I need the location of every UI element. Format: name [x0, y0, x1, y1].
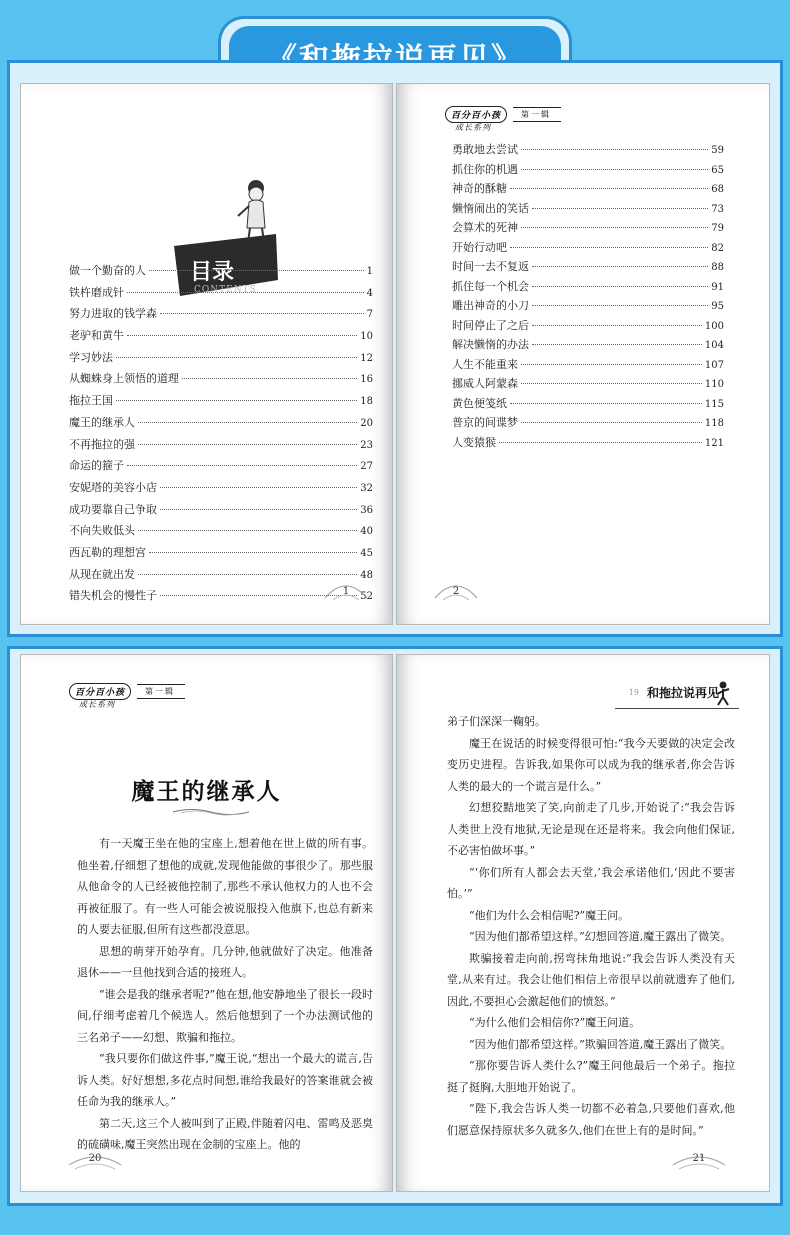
title-ornament	[171, 807, 251, 817]
toc-leader	[116, 357, 357, 358]
page-number: 21	[692, 1153, 706, 1164]
chapter-title: 魔王的继承人	[131, 779, 282, 805]
toc-item-page: 104	[704, 340, 724, 351]
paragraph: 思想的萌芽开始孕育。几分钟,他就做好了决定。他准备退休——一旦他找到合适的接班人。	[77, 944, 373, 979]
toc-item-title: 神奇的酥糖	[452, 182, 507, 195]
toc-item	[69, 457, 373, 479]
toc-item-title: 会算术的死神	[452, 221, 518, 234]
toc-item	[69, 305, 373, 327]
toc-item-page: 45	[360, 547, 373, 559]
toc-item-title: 努力进取的钱学森	[69, 307, 157, 321]
toc-item-title: 抓住每一个机会	[452, 279, 529, 293]
toc-item-title: 人变猿猴	[452, 435, 496, 449]
series-logo-sub: 成长系列	[79, 700, 115, 709]
toc-item	[69, 414, 373, 436]
toc-item-title: 从现在就出发	[69, 567, 135, 581]
toc-leader	[127, 335, 357, 336]
toc-item-page: 32	[360, 482, 373, 494]
paragraph: 魔王在说话的时候变得很可怕:“我今天要做的决定会改变历史进程。告诉我,如果你可以成为我的继承者,你会告诉人类的最大的一个谎言是什么。”	[447, 736, 735, 793]
toc-item-title: 命运的箍子	[69, 459, 124, 473]
toc-item-title: 错失机会的慢性子	[69, 589, 157, 603]
toc-item	[452, 278, 724, 298]
toc-item-page: 48	[360, 569, 373, 581]
series-logo-sub: 成长系列	[455, 123, 491, 132]
page-number: 20	[88, 1153, 102, 1164]
paragraph: 幻想狡黠地笑了笑,向前走了几步,开始说了:“我会告诉人类世上没有地狱,无论是现在还是将来。我会向他们保证,不必害怕做坏事。”	[447, 801, 735, 857]
toc-page-left	[20, 83, 393, 625]
toc-item	[452, 356, 724, 376]
paragraph: “因为他们都希望这样。”幻想回答道,魔王露出了微笑。	[469, 930, 732, 943]
running-head-rule	[615, 708, 739, 709]
toc-item-page: 91	[711, 281, 724, 293]
paragraph: 第二天,这三个人被叫到了正殿,伴随着闪电、雷鸣及恶臭的硫磺味,魔王突然出现在金制的宝座上。他的	[77, 1116, 373, 1151]
toc-leader	[510, 247, 708, 248]
toc-leader	[510, 403, 702, 404]
toc-item	[452, 317, 724, 337]
toc-leader	[116, 400, 357, 401]
toc-leader	[532, 266, 708, 267]
story-page	[396, 654, 770, 1192]
toc-item-page: 95	[711, 301, 724, 312]
toc-item-title: 挪威人阿蒙森	[452, 377, 518, 390]
paragraph: “‘你们所有人都会去天堂,’我会承诺他们,‘因此不要害怕。’”	[447, 865, 735, 900]
toc-leader	[127, 465, 357, 466]
toc-item-page: 40	[360, 526, 373, 538]
toc-item-title: 从蜘蛛身上领悟的道理	[69, 372, 179, 386]
toc-leader	[532, 305, 708, 306]
running-figure-icon	[715, 681, 731, 707]
toc-item	[452, 336, 724, 356]
toc-item-page: 100	[704, 320, 724, 332]
toc-item-page: 23	[360, 439, 373, 451]
toc-item	[452, 219, 724, 239]
toc-leader	[510, 188, 708, 189]
toc-leader	[521, 169, 708, 170]
page-number: 2	[452, 586, 460, 597]
toc-item-page: 36	[360, 504, 373, 516]
toc-item	[452, 258, 724, 278]
toc-item	[69, 262, 373, 284]
toc-leader	[521, 422, 702, 423]
toc-item-page: 4	[366, 287, 373, 299]
paragraph: “为什么他们会相信你?”魔王问道。	[469, 1016, 641, 1029]
toc-item-page: 79	[711, 223, 724, 234]
toc-leader	[521, 364, 702, 365]
toc-item-title: 时间一去不复返	[452, 260, 529, 273]
toc-item	[69, 436, 373, 458]
toc-item	[69, 501, 373, 523]
paragraph: 弟子们深深一鞠躬。	[447, 715, 546, 728]
toc-item-title: 铁杵磨成针	[69, 285, 124, 299]
toc-item-title: 学习妙法	[69, 350, 113, 364]
toc-item-page: 16	[360, 374, 373, 386]
toc-leader	[521, 149, 708, 150]
paragraph: “因为他们都希望这样。”欺骗回答道,魔王露出了微笑。	[469, 1037, 732, 1051]
toc-item-page: 107	[704, 359, 724, 371]
toc-item-title: 成功要靠自己争取	[69, 502, 157, 516]
paragraph: “谁会是我的继承者呢?”他在想,他安静地坐了很长一段时间,仔细考虑着几个候选人。然后他想到了一个办法测试他的三名弟子——幻想、欺骗和拖拉。	[77, 987, 373, 1044]
toc-item-page: 59	[711, 145, 724, 156]
toc-leader	[149, 270, 364, 271]
toc-leader	[532, 344, 702, 345]
series-logo-volume: 第一辑	[137, 684, 185, 699]
toc-item-title: 安妮塔的美容小店	[69, 480, 157, 494]
toc-item	[69, 349, 373, 371]
toc-item-page: 115	[704, 398, 724, 410]
toc-leader	[160, 509, 357, 510]
toc-item	[452, 141, 724, 161]
toc-heading-en: CONTENTS	[194, 285, 257, 295]
series-logo	[445, 106, 561, 132]
story-body	[447, 711, 735, 1141]
series-logo-volume: 第一辑	[513, 107, 561, 122]
toc-item-page: 20	[360, 417, 373, 429]
toc-item-page: 1	[366, 266, 373, 277]
toc-leader	[521, 383, 702, 384]
toc-item-title: 老驴和黄牛	[69, 329, 124, 343]
toc-item-page: 52	[360, 591, 373, 603]
toc-leader	[499, 442, 702, 443]
toc-item-page: 82	[711, 242, 724, 254]
toc-leader	[138, 444, 357, 445]
toc-leader	[138, 574, 357, 575]
toc-leader	[160, 313, 364, 314]
toc-leader	[182, 378, 357, 379]
paragraph: “他们为什么会相信呢?”魔王问。	[469, 908, 630, 922]
toc-item-page: 68	[711, 184, 724, 195]
toc-item-page: 118	[704, 418, 724, 429]
paragraph: “那你要告诉人类什么?”魔王问他最后一个弟子。拖拉挺了挺胸,大胆地开始说了。	[447, 1059, 735, 1094]
toc-item	[69, 370, 373, 392]
toc-item-page: 110	[704, 379, 724, 390]
toc-item-title: 不向失败低头	[69, 524, 135, 538]
toc-leader	[138, 422, 357, 423]
toc-list-left	[69, 262, 373, 609]
chapter-body	[77, 833, 373, 1156]
toc-item-title: 拖拉王国	[69, 394, 113, 408]
toc-item-page: 12	[360, 352, 373, 364]
toc-item-title: 黄色便笺纸	[452, 396, 507, 410]
toc-item-title: 普京的间谍梦	[452, 416, 518, 429]
toc-heading: 目录	[190, 260, 235, 285]
toc-item	[69, 327, 373, 349]
toc-item-title: 开始行动吧	[452, 240, 507, 254]
toc-item-page: 121	[704, 437, 724, 449]
toc-item	[69, 479, 373, 501]
toc-page-right	[396, 83, 770, 625]
series-logo-pill: 百分百小孩	[445, 106, 507, 123]
toc-item-page: 10	[360, 331, 373, 343]
toc-leader	[138, 530, 357, 531]
toc-item	[452, 239, 724, 259]
toc-item-page: 27	[360, 461, 373, 473]
running-head-folio: 19	[628, 688, 639, 697]
running-head-title: 和拖拉说再见	[646, 686, 719, 700]
paragraph: “我只要你们做这件事,”魔王说,“想出一个最大的谎言,告诉人类。好好想想,多花点时间想,谁给我最好的答案谁就会被任命为我的继承人。”	[77, 1052, 373, 1108]
toc-item	[452, 180, 724, 200]
toc-item-title: 魔王的继承人	[69, 415, 135, 429]
toc-item	[452, 297, 724, 317]
toc-item-title: 西瓦勒的理想宫	[69, 545, 146, 559]
toc-item-title: 解决懒惰的办法	[452, 338, 529, 351]
toc-leader	[532, 286, 708, 287]
paragraph: 有一天魔王坐在他的宝座上,想着他在世上做的所有事。他坐着,仔细想了想他的成就,发现他能做的事很少了。那些服从他命令的人已经被他控制了,那些不承认他权力的人也不会再被征服了。有一些人可能会被说服投入他旗下,也总有新来的人要去征服,但所有这些都没意思。	[77, 837, 373, 936]
toc-leader	[532, 325, 702, 326]
toc-item	[452, 375, 724, 395]
toc-item	[452, 395, 724, 415]
toc-item-page: 73	[711, 203, 724, 215]
toc-item	[452, 414, 724, 434]
toc-item	[452, 161, 724, 181]
toc-leader	[127, 292, 364, 293]
toc-item	[69, 522, 373, 544]
toc-item	[452, 434, 724, 454]
toc-item	[452, 200, 724, 220]
page-number: 1	[342, 586, 350, 597]
toc-item	[69, 544, 373, 566]
toc-item-title: 抓住你的机遇	[452, 162, 518, 176]
toc-item-title: 时间停止了之后	[452, 318, 529, 332]
toc-item	[69, 284, 373, 306]
series-logo	[69, 683, 185, 709]
series-logo-pill: 百分百小孩	[69, 683, 131, 700]
toc-leader	[521, 227, 708, 228]
toc-item-page: 18	[360, 396, 373, 408]
paragraph: “陛下,我会告诉人类一切都不必着急,只要他们喜欢,他们愿意保持原状多久就多久,他们在世上有的是时间。”	[447, 1102, 735, 1137]
toc-leader	[149, 552, 357, 553]
toc-item-title: 不再拖拉的强	[69, 437, 135, 451]
paragraph: 欺骗接着走向前,拐弯抹角地说:“我会告诉人类没有天堂,从来有过。我会让他们相信上帝很早以前就遗弃了他们,因此,不要担心会激起他们的愤怒。”	[447, 951, 735, 1008]
toc-item-title: 人生不能重来	[452, 357, 518, 371]
toc-item-title: 勇敢地去尝试	[452, 143, 518, 156]
toc-item-title: 雕出神奇的小刀	[452, 299, 529, 312]
toc-item	[69, 392, 373, 414]
toc-item-page: 88	[711, 262, 724, 273]
toc-leader	[160, 487, 357, 488]
toc-item-title: 懒惰闹出的笑话	[452, 201, 529, 215]
toc-leader	[532, 208, 708, 209]
toc-list-right	[452, 141, 724, 453]
running-head	[629, 684, 719, 701]
chapter-page	[20, 654, 393, 1192]
toc-item-title: 做一个勤奋的人	[69, 264, 146, 277]
toc-item-page: 7	[366, 309, 373, 321]
toc-item-page: 65	[711, 164, 724, 176]
